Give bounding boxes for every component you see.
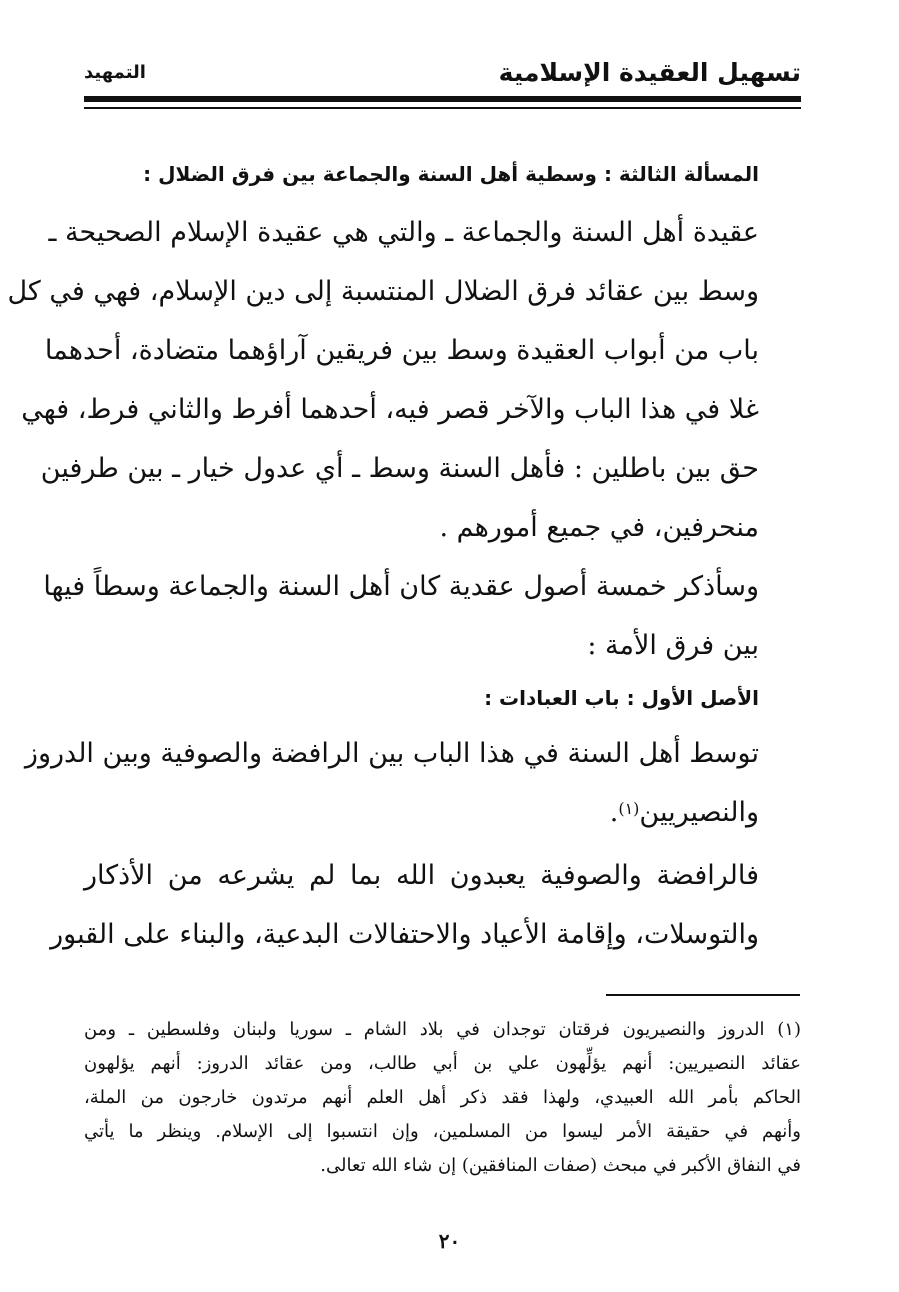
paragraph-line: غلا في هذا الباب والآخر قصر فيه، أحدهما أفرط والثاني فرط، فهي	[21, 394, 759, 425]
footnote-line: في النفاق الأكبر في مبحث (صفات المنافقين) إن شاء الله تعالى.	[320, 1155, 801, 1176]
page-number: ٢٠	[438, 1229, 461, 1253]
subsection-heading: الأصل الأول : باب العبادات :	[484, 686, 759, 710]
paragraph-line: توسط أهل السنة في هذا الباب بين الرافضة والصوفية وبين الدروز	[24, 738, 759, 769]
header-thin-rule	[84, 107, 801, 109]
header-thick-rule	[84, 96, 801, 102]
paragraph-line: عقيدة أهل السنة والجماعة ـ والتي هي عقيدة الإسلام الصحيحة ـ	[48, 217, 759, 248]
footnote-separator	[606, 994, 800, 996]
footnote-line: (١) الدروز والنصيريون فرقتان توجدان في بلاد الشام ـ سوريا ولبنان وفلسطين ـ ومن	[84, 1019, 801, 1040]
footnote-line: وأنهم في حقيقة الأمر ليسوا من المسلمين، وإن انتسبوا إلى الإسلام. وينظر ما يأتي	[84, 1121, 801, 1142]
paragraph-text: والنصيريين	[639, 797, 759, 828]
book-title: تسهيل العقيدة الإسلامية	[498, 58, 801, 87]
paragraph-punctuation: .	[609, 797, 619, 828]
footnote-line: عقائد النصيريين: أنهم يؤلِّهون علي بن أبي طالب، ومن عقائد الدروز: أنهم يؤلهون	[84, 1053, 801, 1074]
paragraph-line: باب من أبواب العقيدة وسط بين فريقين آراؤهما متضادة، أحدهما	[44, 335, 759, 366]
section-heading: المسألة الثالثة : وسطية أهل السنة والجماعة بين فرق الضلال :	[143, 162, 759, 186]
paragraph-line: حق بين باطلين : فأهل السنة وسط ـ أي عدول خيار ـ بين طرفين	[40, 453, 759, 484]
paragraph-line: والتوسلات، وإقامة الأعياد والاحتفالات البدعية، والبناء على القبور	[50, 919, 759, 950]
paragraph-line	[84, 793, 759, 833]
paragraph-line: وسط بين عقائد فرق الضلال المنتسبة إلى دين الإسلام، فهي في كل	[7, 276, 759, 307]
footnote-line: الحاكم بأمر الله العبيدي، ولهذا فقد ذكر أهل العلم أنهم مرتدون خارجون من الملة،	[84, 1087, 801, 1108]
paragraph-line: بين فرق الأمة :	[587, 630, 759, 661]
footnote-reference: (١)	[618, 799, 640, 818]
section-title: التمهيد	[84, 62, 146, 83]
paragraph-line: منحرفين، في جميع أمورهم .	[439, 512, 759, 543]
paragraph-line: وسأذكر خمسة أصول عقدية كان أهل السنة والجماعة وسطاً فيها	[43, 571, 759, 602]
paragraph-line: فالرافضة والصوفية يعبدون الله بما لم يشرعه من الأذكار	[84, 860, 759, 891]
page-header	[84, 50, 801, 90]
